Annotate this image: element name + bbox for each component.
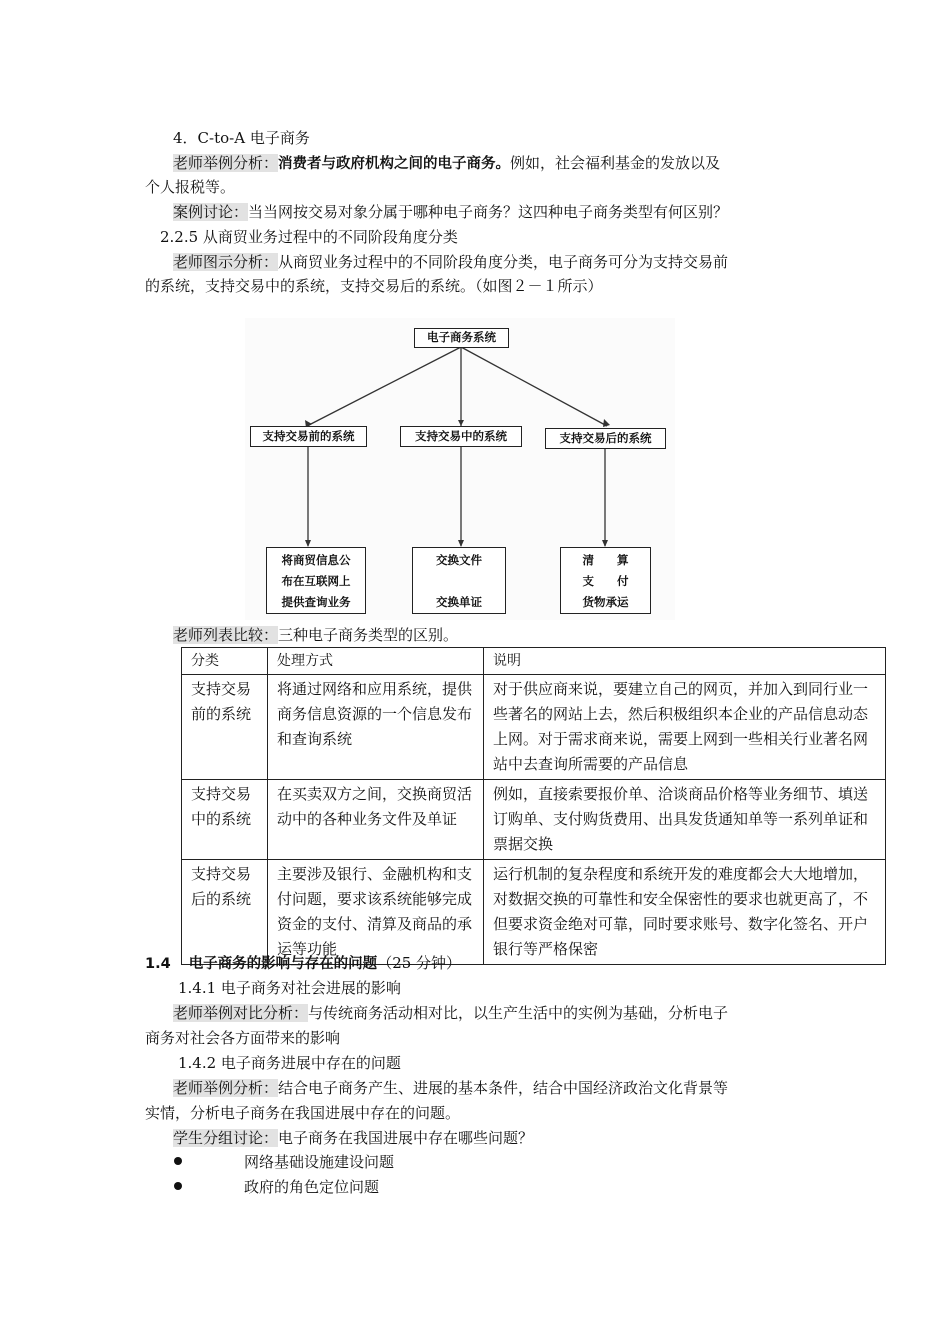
paragraph-continuation: 商务对社会各方面带来的影响: [145, 1029, 341, 1047]
list-item: 政府的角色定位问题: [244, 1178, 380, 1196]
leaf-line: 将商贸信息公: [281, 553, 351, 567]
section-heading-c-to-a: 4．C-to-A 电子商务: [173, 129, 310, 147]
paragraph-case-discussion: [173, 202, 728, 222]
list-item: 网络基础设施建设问题: [244, 1153, 395, 1171]
paragraph-text: 当当网按交易对象分属于哪种电子商务？这四种电子商务类型有何区别？: [248, 203, 729, 221]
subsection-heading-1-4-2: 1.4.2 电子商务进展中存在的问题: [178, 1054, 401, 1072]
paragraph-text: 与传统商务活动相对比，以生产生活中的实例为基础，分析电子: [308, 1004, 729, 1022]
ecommerce-system-diagram: [245, 318, 675, 620]
section-title: 电子商务的影响与存在的问题: [188, 956, 378, 972]
paragraph-student-discussion: [173, 1128, 533, 1148]
section-heading-1-4: [145, 953, 461, 974]
table-cell-description: 对于供应商来说，要建立自己的网页，并加入到同行业一些著名的网站上去，然后积极组织本企业的产品信息动态上网。对于需求商来说，需要上网到一些相关行业著名网站中去查询所需要的产品信息: [484, 675, 886, 780]
table-cell-description: 例如，直接索要报价单、洽谈商品价格等业务细节、填送订购单、支付购货费用、出具发货通知单等一系列单证和票据交换: [484, 780, 886, 860]
diagram-root-node: 电子商务系统: [414, 328, 509, 348]
section-time: （25 分钟）: [377, 954, 462, 972]
table-cell-category: 支持交易中的系统: [182, 780, 268, 860]
leaf-line: 货物承运: [582, 595, 629, 609]
table-header: 处理方式: [268, 648, 484, 675]
table-row: [182, 780, 886, 860]
comparison-table: [181, 647, 886, 965]
subsection-heading-1-4-1: 1.4.1 电子商务对社会进展的影响: [178, 979, 401, 997]
paragraph-text: 三种电子商务类型的区别。: [278, 626, 459, 644]
paragraph-teacher-compare: [173, 1003, 728, 1023]
diagram-node-post-transaction: 支持交易后的系统: [545, 428, 666, 449]
paragraph-continuation: 的系统，支持交易中的系统，支持交易后的系统。（如图２－１所示）: [145, 277, 603, 295]
paragraph-text: 结合电子商务产生、进展的基本条件，结合中国经济政治文化背景等: [278, 1079, 729, 1097]
paragraph-teacher-diagram: [173, 252, 728, 272]
paragraph-text: 例如，社会福利基金的发放以及: [510, 154, 721, 172]
diagram-leaf-post-transaction: [560, 547, 651, 614]
label-teacher-table: 老师列表比较：: [173, 626, 279, 644]
paragraph-continuation: 个人报税等。: [145, 178, 236, 196]
section-number: 1.4: [145, 956, 171, 972]
bullet-icon: [174, 1157, 182, 1165]
leaf-line: 交换文件: [436, 553, 482, 567]
label-teacher-example: 老师举例分析：: [173, 154, 279, 172]
label-teacher-compare: 老师举例对比分析：: [173, 1004, 309, 1022]
table-cell-category: 支持交易后的系统: [182, 860, 268, 965]
section-heading-2-2-5: 2.2.5 从商贸业务过程中的不同阶段角度分类: [160, 228, 458, 246]
table-cell-method: 将通过网络和应用系统，提供商务信息资源的一个信息发布和查询系统: [268, 675, 484, 780]
table-cell-description: 运行机制的复杂程度和系统开发的难度都会大大地增加，对数据交换的可靠性和安全保密性的要求也就更高了，不但要求资金绝对可靠，同时要求账号、数字化签名、开户银行等严格保密: [484, 860, 886, 965]
leaf-line: [413, 571, 505, 592]
diagram-node-in-transaction: 支持交易中的系统: [400, 426, 522, 447]
leaf-line: 提供查询业务: [281, 595, 351, 609]
table-row: [182, 860, 886, 965]
diagram-node-pre-transaction: 支持交易前的系统: [250, 426, 367, 447]
leaf-line: 布在互联网上: [281, 574, 351, 588]
label-case-discussion: 案例讨论：: [173, 203, 249, 221]
table-header: 分类: [182, 648, 268, 675]
bullet-icon: [174, 1182, 182, 1190]
paragraph-teacher-analysis: [173, 1078, 728, 1098]
paragraph-teacher-example: [173, 153, 720, 174]
table-row: [182, 675, 886, 780]
label-teacher-diagram: 老师图示分析：: [173, 253, 279, 271]
diagram-leaf-in-transaction: [412, 547, 506, 614]
leaf-line: 交换单证: [436, 595, 482, 609]
table-cell-method: 在买卖双方之间，交换商贸活动中的各种业务文件及单证: [268, 780, 484, 860]
table-header-row: [182, 648, 886, 675]
label-student-discussion: 学生分组讨论：: [173, 1129, 279, 1147]
diagram-leaf-pre-transaction: [266, 547, 366, 614]
table-cell-method: 主要涉及银行、金融机构和支付问题，要求该系统能够完成资金的支付、清算及商品的承运等功能: [268, 860, 484, 965]
label-teacher-analysis: 老师举例分析：: [173, 1079, 279, 1097]
bold-definition: 消费者与政府机构之间的电子商务。: [278, 156, 511, 172]
leaf-line: 支 付: [582, 574, 629, 588]
paragraph-text: 从商贸业务过程中的不同阶段角度分类，电子商务可分为支持交易前: [278, 253, 729, 271]
paragraph-table-intro: [173, 625, 458, 645]
table-cell-category: 支持交易前的系统: [182, 675, 268, 780]
paragraph-continuation: 实情，分析电子商务在我国进展中存在的问题。: [145, 1104, 461, 1122]
table-header: 说明: [484, 648, 886, 675]
paragraph-text: 电子商务在我国进展中存在哪些问题？: [278, 1129, 534, 1147]
leaf-line: 清 算: [582, 553, 629, 567]
